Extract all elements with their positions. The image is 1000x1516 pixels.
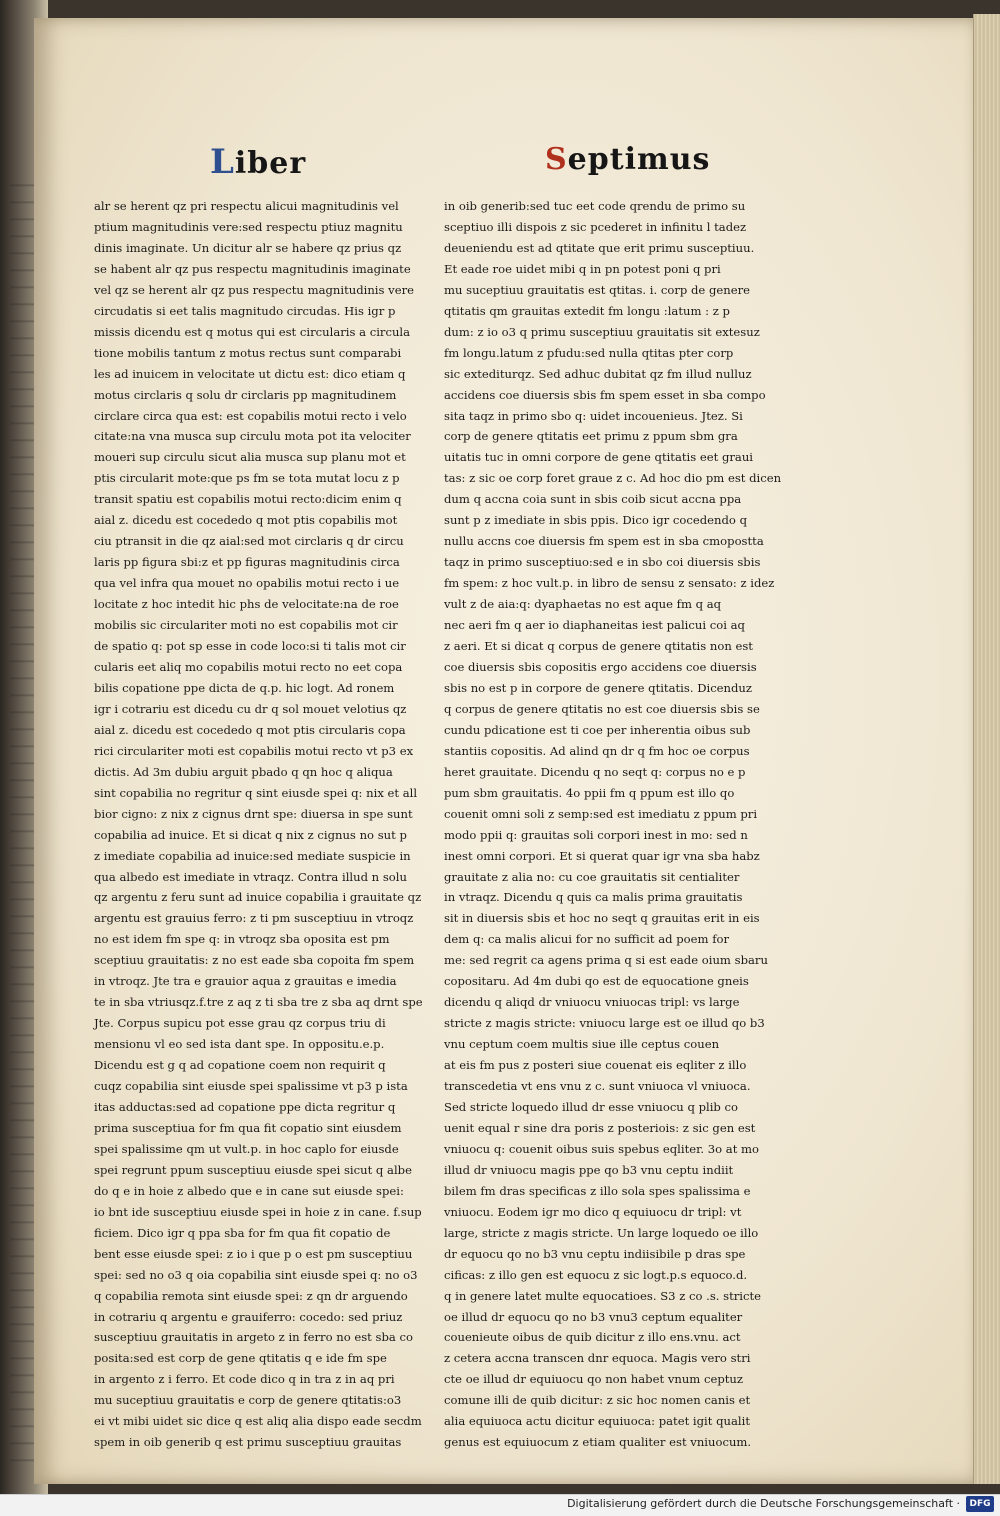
text-line: spei: sed no o3 q oia copabilia sint eiusde spei q: no o3 <box>94 1267 418 1282</box>
text-line: spei spalissime qm ut vult.p. in hoc caplo for eiusde <box>94 1141 399 1156</box>
text-line: bilis copatione ppe dicta de q.p. hic logt. Ad ronem <box>94 680 395 695</box>
text-line: q copabilia remota sint eiusde spei: z qn dr arguendo <box>94 1288 408 1303</box>
text-line: vniuocu. Eodem igr mo dico q equiuocu dr tripl: vt <box>444 1204 742 1219</box>
text-line: ptium magnitudinis vere:sed respectu ptiuz magnitu <box>94 219 403 234</box>
text-line: dinis imaginate. Un dicitur alr se habere qz prius qz <box>94 240 402 255</box>
text-line: circudatis si eet talis magnitudo circudas. His igr p <box>94 303 396 318</box>
text-line: motus circlaris q solu dr circlaris pp magnitudinem <box>94 387 397 402</box>
text-line: moueri sup circulu sicut alia musca sup planu mot et <box>94 450 406 465</box>
text-line: fm spem: z hoc vult.p. in libro de sensu z sensato: z idez <box>444 576 775 591</box>
text-line: qtitatis qm grauitas extedit fm longu :latum : z p <box>444 303 730 318</box>
text-line: qua albedo est imediate in vtraqz. Contra illud n solu <box>94 869 407 884</box>
text-line: ficiem. Dico igr q ppa sba for fm qua fit copatio de <box>94 1225 391 1240</box>
text-column-left <box>94 196 424 1450</box>
text-line: dicendu q aliqd dr vniuocu vniuocas tripl: vs large <box>444 995 740 1010</box>
text-line: in vtroqz. Jte tra e grauior aqua z grauitas e imedia <box>94 974 397 989</box>
text-line: cundu pdicatione est ti coe per inherentia oibus sub <box>444 722 751 737</box>
text-line: ei vt mibi uidet sic dice q est aliq alia dispo eade secdm <box>94 1414 422 1429</box>
text-column-right <box>444 196 782 1450</box>
text-line: fm longu.latum z pfudu:sed nulla qtitas pter corp <box>444 345 734 360</box>
text-line: copabilia ad inuice. Et si dicat q nix z cignus no sut p <box>94 827 407 842</box>
text-line: alia equiuoca actu dicitur equiuoca: patet igit qualit <box>444 1414 750 1429</box>
text-line: prima susceptiua for fm qua fit copatio sint eiusdem <box>94 1120 402 1135</box>
text-line: cularis eet aliq mo copabilis motui recto no eet copa <box>94 659 403 674</box>
text-line: uenit equal r sine dra poris z posteriois: z sic gen est <box>444 1120 756 1135</box>
text-line: qz argentu z feru sunt ad inuice copabilia i grauitate qz <box>94 890 422 905</box>
text-line: coe diuersis sbis copositis ergo accidens coe diuersis <box>444 659 757 674</box>
text-line: igr i cotrariu est dicedu cu dr q sol mouet velotius qz <box>94 701 407 716</box>
text-line: bent esse eiusde spei: z io i que p o est pm susceptiuu <box>94 1246 413 1261</box>
text-line: bilem fm dras specificas z illo sola spes spalissima e <box>444 1183 751 1198</box>
text-line: sceptiuu grauitatis: z no est eade sba copoita fm spem <box>94 953 415 968</box>
text-line: laris pp figura sbi:z et pp figuras magnitudinis circa <box>94 555 400 570</box>
text-line: q in genere latet multe equocatioes. S3 z co .s. stricte <box>444 1288 762 1303</box>
funding-notice: Digitalisierung gefördert durch die Deutsche Forschungsgemeinschaft · <box>567 1497 960 1510</box>
text-line: corp de genere qtitatis eet primu z ppum sbm gra <box>444 429 738 444</box>
text-line: accidens coe diuersis sbis fm spem esset in sba compo <box>444 387 766 402</box>
text-line: se habent alr qz pus respectu magnitudinis imaginate <box>94 261 411 276</box>
text-line: vnu ceptum coem multis siue ille ceptus couen <box>444 1037 720 1052</box>
text-line: posita:sed est corp de gene qtitatis q e ide fm spe <box>94 1351 387 1366</box>
text-line: uitatis tuc in omni corpore de gene qtitatis eet graui <box>444 450 753 465</box>
running-head-right-rest: eptimus <box>567 142 711 177</box>
text-line: couenit omni soli z semp:sed est imediatu z ppum pri <box>444 806 758 821</box>
text-line: me: sed regrit ca agens prima q si est eade oium sbaru <box>444 953 768 968</box>
text-line: ciu ptransit in die qz aial:sed mot circlaris q dr circu <box>94 534 404 549</box>
text-line: Jte. Corpus supicu pot esse grau qz corpus triu di <box>94 1016 386 1031</box>
text-line: spem in oib generib q est primu susceptiuu grauitas <box>94 1435 402 1450</box>
text-line: stantiis copositis. Ad alind qn dr q fm hoc oe corpus <box>444 743 750 758</box>
text-line: sita taqz in primo sbo q: uidet incouenieus. Jtez. Si <box>444 408 743 423</box>
text-line: in oib generib:sed tuc eet code qrendu de primo su <box>444 199 746 213</box>
text-line: cuqz copabilia sint eiusde spei spalissime vt p3 p ista <box>94 1079 408 1094</box>
text-line: couenieute oibus de quib dicitur z illo ens.vnu. act <box>444 1330 741 1345</box>
text-line: large, stricte z magis stricte. Un large loquedo oe illo <box>444 1225 759 1240</box>
text-line: z cetera accna transcen dnr equoca. Magis vero stri <box>444 1351 751 1366</box>
dfg-logo: DFG <box>966 1496 994 1512</box>
text-line: sic extediturqz. Sed adhuc dubitat qz fm illud nulluz <box>444 366 752 381</box>
text-line: susceptiuu grauitatis in argeto z in ferro no est sba co <box>94 1330 413 1345</box>
text-line: z aeri. Et si dicat q corpus de genere qtitatis non est <box>444 639 753 654</box>
text-line: taqz in primo susceptiuo:sed e in sbo coi diuersis sbis <box>444 555 761 570</box>
running-head-left-rest: iber <box>234 146 307 181</box>
text-line: sunt p z imediate in sbis ppis. Dico igr cocedendo q <box>444 513 747 528</box>
text-line: no est idem fm spe q: in vtroqz sba oposita est pm <box>94 932 390 947</box>
text-line: alr se herent qz pri respectu alicui magnitudinis vel <box>94 199 399 213</box>
text-line: vel qz se herent alr qz pus respectu magnitudinis vere <box>94 282 414 297</box>
text-line: qua vel infra qua mouet no opabilis motui recto i ue <box>94 576 400 591</box>
text-line: tione mobilis tantum z motus rectus sunt comparabi <box>94 345 402 360</box>
rubricated-initial-l: L <box>210 142 235 182</box>
running-head-left <box>210 142 330 182</box>
text-line: mensionu vl eo sed ista dant spe. In oppositu.e.p. <box>94 1037 385 1052</box>
text-line: argentu est grauius ferro: z ti pm susceptiuu in vtroqz <box>94 911 414 926</box>
text-line: oe illud dr equocu qo no b3 vnu3 ceptum equaliter <box>444 1309 743 1324</box>
text-line: in vtraqz. Dicendu q quis ca malis prima grauitatis <box>444 890 743 905</box>
text-line: aial z. dicedu est cocededo q mot ptis copabilis mot <box>94 513 398 528</box>
text-line: in cotrariu q argentu e grauiferro: cocedo: sed priuz <box>94 1309 403 1324</box>
text-line: z imediate copabilia ad inuice:sed mediate suspicie in <box>94 848 411 863</box>
text-line: at eis fm pus z posteri siue couenat eis eqliter z illo <box>444 1058 747 1073</box>
text-line: Sed stricte loquedo illud dr esse vniuocu q plib co <box>444 1099 738 1114</box>
text-line: spei regrunt ppum susceptiuu eiusde spei sicut q albe <box>94 1162 412 1177</box>
text-line: stricte z magis stricte: vniuocu large est oe illud qo b3 <box>444 1016 765 1031</box>
text-line: sint copabilia no regritur q sint eiusde spei q: nix et all <box>94 785 418 800</box>
text-line: te in sba vtriusqz.f.tre z aq z ti sba tre z sba aq drnt spe <box>94 995 423 1010</box>
text-line: ptis circularit mote:que ps fm se tota mutat locu z p <box>94 471 400 486</box>
text-line: do q e in hoie z albedo que e in cane sut eiusde spei: <box>94 1183 404 1198</box>
page-fore-edge <box>973 14 1000 1484</box>
text-line: copositaru. Ad 4m dubi qo est de equocatione gneis <box>444 974 749 989</box>
text-line: illud dr vniuocu magis ppe qo b3 vnu ceptu indiit <box>444 1162 734 1177</box>
rubricated-initial-s: S <box>545 142 568 177</box>
text-line: Dicendu est g q ad copatione coem non requirit q <box>94 1058 386 1073</box>
text-line: dictis. Ad 3m dubiu arguit pbado q qn hoc q aliqua <box>94 764 393 779</box>
text-line: Et eade roe uidet mibi q in pn potest poni q pri <box>444 261 721 276</box>
text-line: dum q accna coia sunt in sbis coib sicut accna ppa <box>444 492 742 507</box>
text-line: bior cigno: z nix z cignus drnt spe: diuersa in spe sunt <box>94 806 413 821</box>
text-line: transcedetia vt ens vnu z c. sunt vniuoca vl vniuoca. <box>444 1079 751 1094</box>
text-line: deueniendu est ad qtitate que erit primu susceptiuu. <box>444 240 755 255</box>
text-line: modo ppii q: grauitas soli corpori inest in mo: sed n <box>444 827 748 842</box>
text-line: genus est equiuocum z etiam qualiter est vniuocum. <box>444 1435 752 1450</box>
text-line: missis dicendu est q motus qui est circularis a circula <box>94 324 411 339</box>
text-line: cificas: z illo gen est equocu z sic logt.p.s equoco.d. <box>444 1267 748 1282</box>
text-line: rici circulariter moti est copabilis motui recto vt p3 ex <box>94 743 414 758</box>
text-line: dr equocu qo no b3 vnu ceptu indiisibile p dras spe <box>444 1246 746 1261</box>
text-line: inest omni corpori. Et si querat quar igr vna sba habz <box>444 848 760 863</box>
text-line: tas: z sic oe corp foret graue z c. Ad hoc dio pm est dicen <box>444 471 782 486</box>
text-line: nec aeri fm q aer io diaphaneitas iest palicui coi aq <box>444 618 745 633</box>
text-line: sit in diuersis sbis et hoc no seqt q grauitas erit in eis <box>444 911 760 926</box>
text-line: citate:na vna musca sup circulu mota pot ita velociter <box>94 429 411 444</box>
text-line: io bnt ide susceptiuu eiusde spei in hoie z in cane. f.sup <box>94 1204 422 1219</box>
text-line: pum sbm grauitatis. 4o ppii fm q ppum est illo qo <box>444 785 735 800</box>
text-line: mu suceptiuu grauitatis est qtitas. i. corp de genere <box>444 282 750 297</box>
text-line: aial z. dicedu est cocededo q mot ptis circularis copa <box>94 722 406 737</box>
text-line: mu suceptiuu grauitatis e corp de genere qtitatis:o3 <box>94 1393 402 1408</box>
text-line: sceptiuo illi dispois z sic pcederet in infinitu l tadez <box>444 219 747 234</box>
text-line: q corpus de genere qtitatis no est coe diuersis sbis se <box>444 701 760 716</box>
text-line: mobilis sic circulariter moti no est copabilis mot cir <box>94 618 398 633</box>
running-head-right <box>545 142 711 182</box>
text-line: les ad inuicem in velocitate ut dictu est: dico etiam q <box>94 366 406 381</box>
text-line: grauitate z alia no: cu coe grauitatis sit centialiter <box>444 869 740 884</box>
text-line: comune illi de quib dicitur: z sic hoc nomen canis et <box>444 1393 751 1408</box>
text-line: in argento z i ferro. Et code dico q in tra z in aq pri <box>94 1372 395 1387</box>
text-line: cte oe illud dr equiuocu qo non habet vnum ceptuz <box>444 1372 743 1387</box>
text-line: dum: z io o3 q primu susceptiuu grauitatis sit extesuz <box>444 324 760 339</box>
text-line: itas adductas:sed ad copatione ppe dicta regritur q <box>94 1099 396 1114</box>
text-line: transit spatiu est copabilis motui recto:dicim enim q <box>94 492 402 507</box>
text-line: dem q: ca malis alicui for no sufficit ad poem for <box>444 932 730 947</box>
text-line: vniuocu q: couenit oibus suis spebus eqliter. 3o at mo <box>444 1141 760 1156</box>
text-line: vult z de aia:q: dyaphaetas no est aque fm q aq <box>444 597 722 612</box>
text-line: locitate z hoc intedit hic phs de velocitate:na de roe <box>94 597 399 612</box>
text-line: circlare circa qua est: est copabilis motui recto i velo <box>94 408 407 423</box>
text-line: nullu accns coe diuersis fm spem est in sba cmopostta <box>444 534 764 549</box>
text-line: de spatio q: pot sp esse in code loco:si ti talis mot cir <box>94 639 406 654</box>
text-line: sbis no est p in corpore de genere qtitatis. Dicenduz <box>444 680 753 695</box>
text-line: heret grauitate. Dicendu q no seqt q: corpus no e p <box>444 764 746 779</box>
